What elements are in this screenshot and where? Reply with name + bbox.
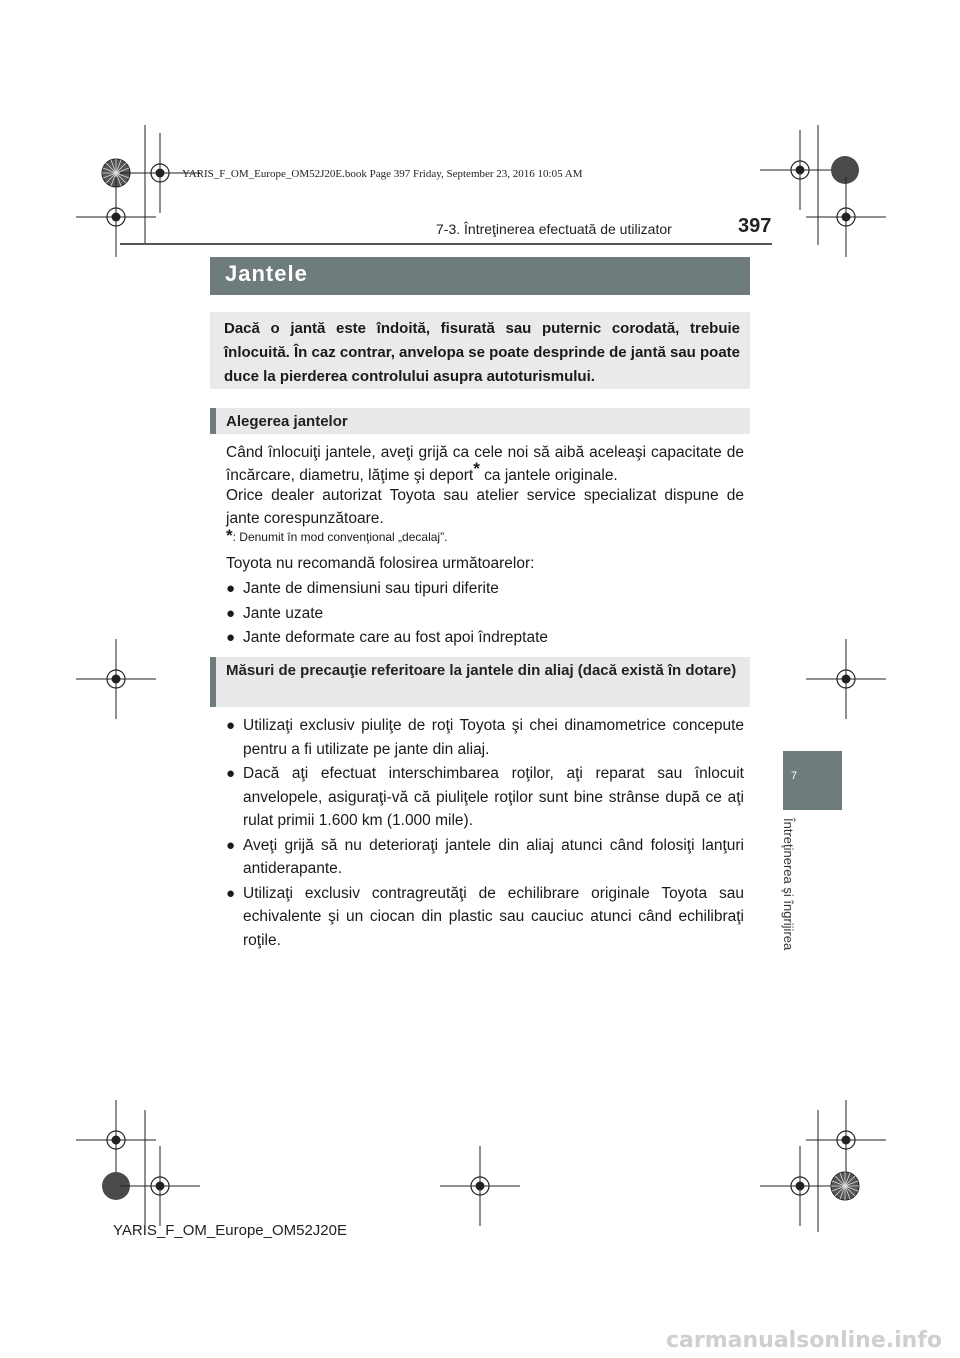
section-heading-alegerea: Alegerea jantelor	[210, 408, 750, 434]
list-item: ● Jante de dimensiuni sau tipuri diferite	[226, 577, 744, 601]
footer-code: YARIS_F_OM_Europe_OM52J20E	[113, 1222, 348, 1239]
list-not-recommended	[226, 577, 744, 650]
watermark: carmanualsonline.info	[666, 1328, 942, 1353]
disc-mark-icon	[831, 156, 859, 184]
crosshair-mark-icon	[806, 639, 886, 719]
title-bar	[210, 257, 750, 295]
paragraph-dealer: Orice dealer autorizat Toyota sau atelier service specializat dispune de jante corespunzătoare.	[226, 487, 744, 527]
crosshair-mark-icon	[760, 1146, 840, 1226]
chapter-number: 7	[791, 770, 798, 782]
header-rule	[120, 243, 772, 245]
print-info: YARIS_F_OM_Europe_OM52J20E.book Page 397 Friday, September 23, 2016 10:05 AM	[182, 168, 583, 180]
section-heading-precautions: Măsuri de precauţie referitoare la jantele din aliaj (dacă există în dotare)	[210, 657, 750, 707]
crosshair-mark-icon	[76, 177, 156, 257]
chapter-tab	[783, 751, 842, 810]
crosshair-mark-icon	[760, 130, 840, 210]
paragraph-not-recommended: Toyota nu recomandă folosirea următoarelor:	[226, 555, 535, 572]
crosshair-mark-icon	[76, 1100, 156, 1180]
footnote-star: *	[473, 458, 480, 478]
paragraph-replace-rims: Când înlocuiţi jantele, aveţi grijă ca cele noi să aibă aceleaşi capacitate de încărcare, diametru, lăţime şi deport* ca jantele originale.	[226, 444, 744, 484]
footnote: *: Denumit în mod convenţional „decalaj”.	[226, 526, 448, 545]
header-section-label: 7-3. Întreţinerea efectuată de utilizator	[436, 221, 672, 237]
list-item: ● Aveţi grijă să nu deterioraţi jantele din aliaj atunci când folosiţi lanţuri antiderapante.	[226, 834, 744, 881]
list-item: ● Utilizaţi exclusiv contragreutăţi de echilibrare originale Toyota sau echivalente şi un ciocan din plastic sau cauciuc atunci când echilibraţi roţile.	[226, 882, 744, 953]
list-precautions	[226, 714, 744, 952]
crosshair-mark-icon	[440, 1146, 520, 1226]
page-number: 397	[738, 215, 772, 237]
list-item: ● Jante deformate care au fost apoi îndreptate	[226, 626, 744, 650]
notice-box: Dacă o jantă este îndoită, fisurată sau puternic corodată, trebuie înlocuită. În caz contrar, anvelopa se poate desprinde de jantă sau poate duce la pierderea controlului asupra autoturismului.	[210, 312, 750, 389]
crosshair-mark-icon	[120, 1146, 200, 1226]
starburst-mark-icon	[831, 1172, 859, 1200]
list-item: ● Jante uzate	[226, 602, 744, 626]
list-item: ● Dacă aţi efectuat interschimbarea roţilor, aţi reparat sau înlocuit anvelopele, asiguraţi-vă că piuliţele roţilor sunt bine strânse după ce aţi rulat primii 1.600 km (1.000 mile).	[226, 762, 744, 833]
chapter-title: Întreţinerea şi îngrijirea	[781, 818, 796, 951]
crosshair-mark-icon	[76, 639, 156, 719]
list-item: ● Utilizaţi exclusiv piuliţe de roţi Toyota şi chei dinamometrice concepute pentru a fi utilizate pe jante din aliaj.	[226, 714, 744, 761]
page-title: Jantele	[225, 261, 308, 286]
